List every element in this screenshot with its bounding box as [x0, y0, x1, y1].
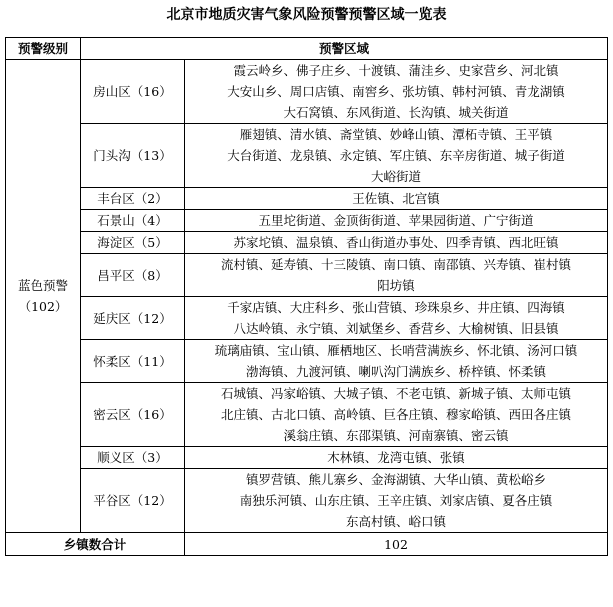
town-line: 镇罗营镇、熊儿寨乡、金海湖镇、大华山镇、黄松峪乡: [246, 472, 547, 487]
district-towns: [185, 469, 608, 533]
warning-level-count: （102）: [18, 299, 68, 314]
town-line: 大石窝镇、东风街道、长沟镇、城关街道: [283, 105, 509, 120]
town-line: 东高村镇、峪口镇: [346, 514, 447, 529]
town-line: 石城镇、冯家峪镇、大城子镇、不老屯镇、新城子镇、太师屯镇: [221, 386, 572, 401]
town-line: 木林镇、龙湾屯镇、张镇: [327, 450, 465, 465]
town-line: 千家店镇、大庄科乡、张山营镇、珍珠泉乡、井庄镇、四海镇: [227, 300, 565, 315]
table-row: [6, 60, 608, 124]
header-level: 预警级别: [6, 38, 81, 60]
district-towns: [185, 447, 608, 469]
district-towns: [185, 188, 608, 210]
district-name: 平谷区（12）: [81, 469, 185, 533]
header-row: [6, 38, 608, 60]
page-title: 北京市地质灾害气象风险预警预警区域一览表: [166, 7, 447, 23]
warning-level-name: 蓝色预警: [17, 278, 68, 293]
table-row: [6, 297, 608, 340]
footer-label: 乡镇数合计: [6, 533, 185, 556]
town-line: 大台街道、龙泉镇、永定镇、军庄镇、东辛房街道、城子街道: [227, 148, 565, 163]
town-line: 大峪街道: [371, 169, 422, 184]
table-row: [6, 124, 608, 188]
district-name: 密云区（16）: [81, 383, 185, 447]
table-row: [6, 210, 608, 232]
table-row: [6, 254, 608, 297]
district-towns: [185, 297, 608, 340]
town-line: 雁翅镇、清水镇、斋堂镇、妙峰山镇、潭柘寺镇、王平镇: [239, 127, 553, 142]
table-row: [6, 188, 608, 210]
header-area: 预警区域: [81, 38, 608, 60]
district-towns: [185, 383, 608, 447]
district-towns: [185, 210, 608, 232]
town-line: 八达岭镇、永宁镇、刘斌堡乡、香营乡、大榆树镇、旧县镇: [233, 321, 559, 336]
district-towns: [185, 232, 608, 254]
district-name: 昌平区（8）: [81, 254, 185, 297]
footer-total: 102: [185, 533, 608, 556]
town-line: 五里坨街道、金顶街街道、苹果园街道、广宁街道: [258, 213, 534, 228]
district-name: 怀柔区（11）: [81, 340, 185, 383]
table-row: [6, 383, 608, 447]
footer-row: [6, 533, 608, 556]
district-towns: [185, 254, 608, 297]
district-name: 延庆区（12）: [81, 297, 185, 340]
district-name: 顺义区（3）: [81, 447, 185, 469]
warning-area-table: [5, 37, 608, 556]
town-line: 琉璃庙镇、宝山镇、雁栖地区、长哨营满族乡、怀北镇、汤河口镇: [214, 343, 578, 358]
town-line: 南独乐河镇、山东庄镇、王辛庄镇、刘家店镇、夏各庄镇: [239, 493, 553, 508]
town-line: 王佐镇、北宫镇: [352, 191, 440, 206]
warning-level-cell: [6, 60, 81, 533]
town-line: 大安山乡、周口店镇、南窖乡、张坊镇、韩村河镇、青龙湖镇: [227, 84, 565, 99]
district-name: 门头沟（13）: [81, 124, 185, 188]
table-row: [6, 469, 608, 533]
district-towns: [185, 340, 608, 383]
town-line: 渤海镇、九渡河镇、喇叭沟门满族乡、桥梓镇、怀柔镇: [246, 364, 547, 379]
district-name: 石景山（4）: [81, 210, 185, 232]
table-body: [6, 38, 608, 556]
district-name: 房山区（16）: [81, 60, 185, 124]
town-line: 阳坊镇: [377, 278, 415, 293]
town-line: 苏家坨镇、温泉镇、香山街道办事处、四季青镇、西北旺镇: [233, 235, 559, 250]
town-line: 溪翁庄镇、东邵渠镇、河南寨镇、密云镇: [283, 428, 509, 443]
town-line: 流村镇、延寿镇、十三陵镇、南口镇、南邵镇、兴寿镇、崔村镇: [221, 257, 572, 272]
district-name: 丰台区（2）: [81, 188, 185, 210]
town-line: 霞云岭乡、佛子庄乡、十渡镇、蒲洼乡、史家营乡、河北镇: [233, 63, 559, 78]
town-line: 北庄镇、古北口镇、高岭镇、巨各庄镇、穆家峪镇、西田各庄镇: [221, 407, 572, 422]
table-row: [6, 232, 608, 254]
district-name: 海淀区（5）: [81, 232, 185, 254]
table-row: [6, 447, 608, 469]
district-towns: [185, 124, 608, 188]
table-row: [6, 340, 608, 383]
district-towns: [185, 60, 608, 124]
